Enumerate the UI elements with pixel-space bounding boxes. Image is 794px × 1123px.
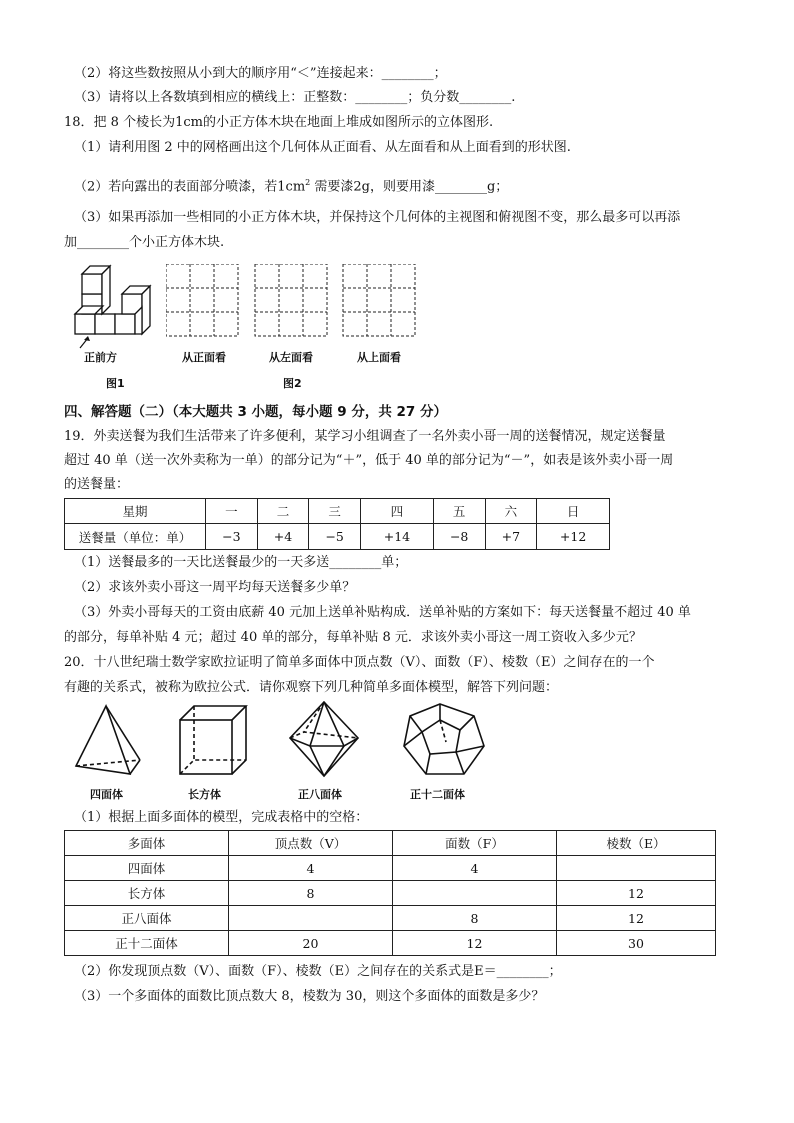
fig2-caption: 图2 xyxy=(283,377,302,390)
dodecahedron-shape xyxy=(404,704,484,774)
front-direction-label: 正前方 xyxy=(84,351,117,364)
q20-part2: （2）你发现顶点数（V）、面数（F）、棱数（E）之间存在的关系式是E＝________； xyxy=(74,964,562,979)
octahedron-shape xyxy=(290,702,358,776)
fig1-caption: 图1 xyxy=(106,377,125,390)
value-cell: +12 xyxy=(537,524,610,550)
table-cell: 长方体 xyxy=(65,881,229,906)
value-cell: −8 xyxy=(433,524,485,550)
day-cell: 日 xyxy=(537,499,610,524)
polyhedra-table xyxy=(64,830,716,956)
day-cell: 一 xyxy=(206,499,258,524)
value-cell: −5 xyxy=(309,524,361,550)
tetrahedron-shape xyxy=(76,706,140,774)
q19-part2: （2）求该外卖小哥这一周平均每天送餐多少单？ xyxy=(74,580,356,595)
table-cell: 20 xyxy=(229,931,393,956)
table-cell: 8 xyxy=(229,881,393,906)
day-cell: 六 xyxy=(485,499,537,524)
table-cell xyxy=(229,906,393,931)
value-cell: −3 xyxy=(206,524,258,550)
q19-stem-line1: 19．外卖送餐为我们生活带来了许多便利，某学习小组调查了一名外卖小哥一周的送餐情况，规定送餐量 xyxy=(64,429,666,444)
table-header: 顶点数（V） xyxy=(229,831,393,856)
day-cell: 四 xyxy=(361,499,434,524)
table-cell: 30 xyxy=(557,931,716,956)
table-row xyxy=(65,931,716,956)
solid-label: 四面体 xyxy=(90,788,123,801)
q20-stem-line2: 有趣的关系式，被称为欧拉公式．请你观察下列几种简单多面体模型，解答下列问题： xyxy=(64,680,559,695)
grid-left xyxy=(255,264,327,336)
polyhedra-figure xyxy=(70,700,490,780)
cuboid-shape xyxy=(180,706,246,774)
q18-part2: （2）若向露出的表面部分喷漆，若$1cm^2$ 需要漆2g，则要用漆________g； xyxy=(74,178,509,195)
q20-stem-line1: 20．十八世纪瑞士数学家欧拉证明了简单多面体中顶点数（V）、面数（F）、棱数（E）之间存在的一个 xyxy=(64,655,655,670)
q20-part3: （3）一个多面体的面数比顶点数大 8，棱数为 30，则这个多面体的面数是多少？ xyxy=(74,989,545,1004)
q17-part3: （3）请将以上各数填到相应的横线上：正整数：________；负分数________. xyxy=(74,90,516,105)
q18-part3-line2: 加________个小正方体木块. xyxy=(64,235,225,250)
table-row xyxy=(65,881,716,906)
value-cell: +4 xyxy=(257,524,309,550)
table-cell: 12 xyxy=(557,906,716,931)
cube-stack-figure xyxy=(70,262,160,352)
table-row xyxy=(65,906,716,931)
q18-part1: （1）请利用图 2 中的网格画出这个几何体从正面看、从左面看和从上面看到的形状图. xyxy=(74,140,571,155)
view-front-label: 从正面看 xyxy=(182,351,226,364)
section-title: 四、解答题（二）（本大题共 3 小题，每小题 9 分，共 27 分） xyxy=(64,404,448,420)
table-cell: 四面体 xyxy=(65,856,229,881)
q19-stem-line2: 超过 40 单（送一次外卖称为一单）的部分记为“＋”，低于 40 单的部分记为“－”，如表是该外卖小哥一周 xyxy=(64,453,674,468)
q18-stem: 18．把 8 个棱长为1cm的小正方体木块在地面上堆成如图所示的立体图形. xyxy=(64,115,494,130)
q18-part3-line1: （3）如果再添加一些相同的小正方体木块，并保持这个几何体的主视图和俯视图不变，那么最多可以再添 xyxy=(74,210,681,225)
value-cell: +7 xyxy=(485,524,537,550)
solid-label: 长方体 xyxy=(188,788,221,801)
q17-part2: （2）将这些数按照从小到大的顺序用“＜”连接起来：________； xyxy=(74,66,447,81)
solid-label: 正十二面体 xyxy=(410,788,465,801)
table-cell: 12 xyxy=(393,931,557,956)
solid-label: 正八面体 xyxy=(298,788,342,801)
table-header: 多面体 xyxy=(65,831,229,856)
day-cell: 二 xyxy=(257,499,309,524)
table-head-label: 星期 xyxy=(65,499,206,524)
table-cell xyxy=(393,881,557,906)
view-grids-figure xyxy=(166,264,416,339)
table-cell: 正十二面体 xyxy=(65,931,229,956)
table-row xyxy=(65,856,716,881)
day-cell: 五 xyxy=(433,499,485,524)
table-cell: 4 xyxy=(393,856,557,881)
table-cell xyxy=(557,856,716,881)
table-cell: 4 xyxy=(229,856,393,881)
q20-part1: （1）根据上面多面体的模型，完成表格中的空格： xyxy=(74,810,369,825)
table-header: 棱数（E） xyxy=(557,831,716,856)
view-left-label: 从左面看 xyxy=(269,351,313,364)
q19-part3-line1: （3）外卖小哥每天的工资由底薪 40 元加上送单补贴构成．送单补贴的方案如下：每天送餐量不超过 40 单 xyxy=(74,605,691,620)
delivery-table xyxy=(64,498,610,550)
q19-part1: （1）送餐最多的一天比送餐最少的一天多送________单； xyxy=(74,555,408,570)
table-cell: 8 xyxy=(393,906,557,931)
table-row-label: 送餐量（单位：单） xyxy=(65,524,206,550)
value-cell: +14 xyxy=(361,524,434,550)
table-cell: 正八面体 xyxy=(65,906,229,931)
view-top-label: 从上面看 xyxy=(357,351,401,364)
q19-stem-line3: 的送餐量： xyxy=(64,477,130,492)
grid-top xyxy=(343,264,415,336)
table-header: 面数（F） xyxy=(393,831,557,856)
grid-front xyxy=(166,264,238,336)
table-cell: 12 xyxy=(557,881,716,906)
day-cell: 三 xyxy=(309,499,361,524)
q19-part3-line2: 的部分，每单补贴 4 元；超过 40 单的部分，每单补贴 8 元．求该外卖小哥这一周工资收入多少元？ xyxy=(64,630,642,645)
